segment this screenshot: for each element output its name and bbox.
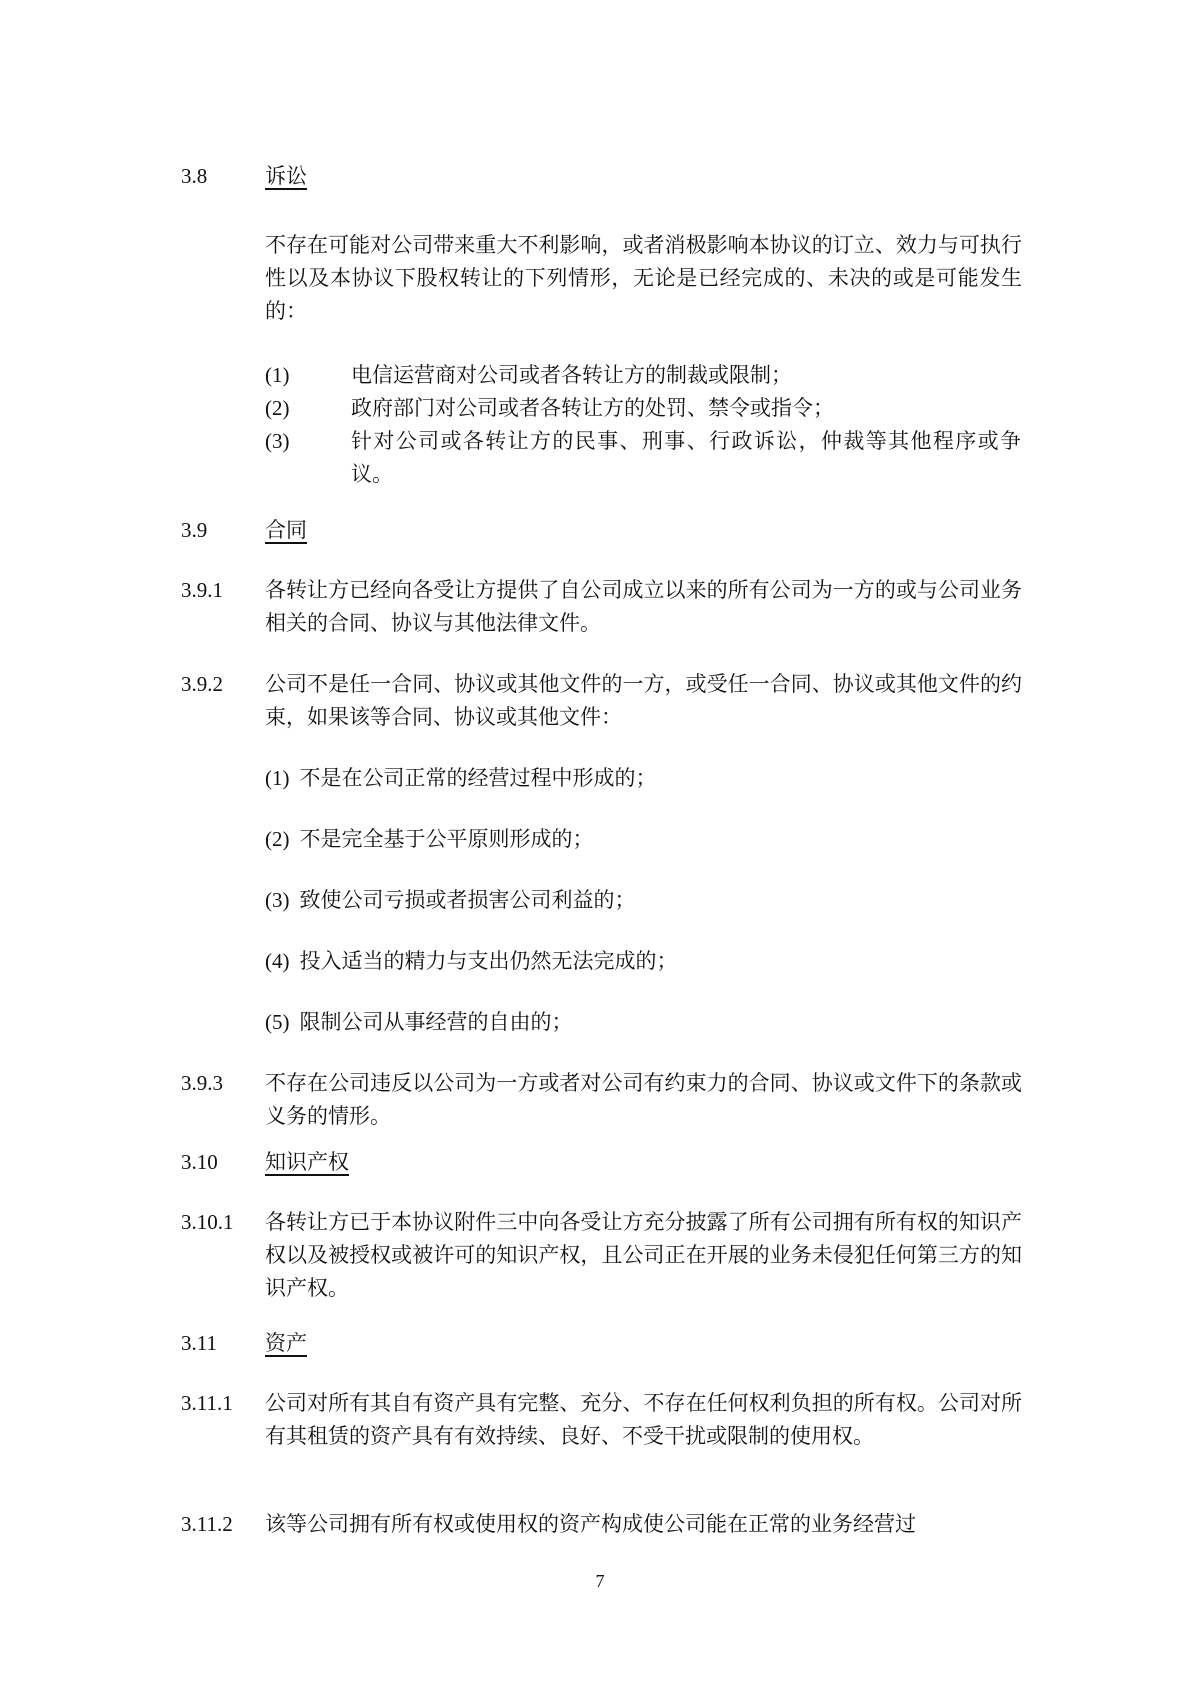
section-number: 3.8 [181, 164, 208, 188]
section-number: 3.10 [181, 1150, 218, 1174]
section-heading [265, 1146, 349, 1178]
list-item-number: (5) [265, 1010, 290, 1034]
list-item [265, 762, 657, 794]
list-item-number: (2) [265, 827, 290, 851]
list-item-number: (2) [265, 396, 290, 420]
section-title: 知识产权 [265, 1150, 349, 1174]
clause-text: 公司对所有其自有资产具有完整、充分、不存在任何权利负担的所有权。公司对所有其租赁的资产具有有效持续、良好、不受干扰或限制的使用权。 [265, 1391, 1022, 1448]
list-item-number: (1) [265, 766, 290, 790]
clause-number: 3.11.2 [181, 1512, 233, 1536]
section-title: 合同 [265, 518, 307, 542]
clause-text: 各转让方已于本协议附件三中向各受让方充分披露了所有公司拥有所有权的知识产权以及被授权或被许可的知识产权，且公司正在开展的业务未侵犯任何第三方的知识产权。 [265, 1210, 1022, 1300]
list-item [265, 1006, 573, 1038]
list-item-text: 不是在公司正常的经营过程中形成的； [299, 766, 657, 790]
clause-text: 各转让方已经向各受让方提供了自公司成立以来的所有公司为一方的或与公司业务相关的合同、协议与其他法律文件。 [265, 578, 1022, 635]
list-item-number: (3) [265, 429, 290, 453]
list-item-text: 致使公司亏损或者损害公司利益的； [299, 888, 636, 912]
list-item-number: (4) [265, 949, 290, 973]
clause-text: 公司不是任一合同、协议或其他文件的一方，或受任一合同、协议或其他文件的约束，如果该等合同、协议或其他文件： [265, 672, 1022, 729]
section-title: 诉讼 [265, 164, 307, 188]
list-item-text: 针对公司或各转让方的民事、刑事、行政诉讼，仲裁等其他程序或争议。 [351, 429, 1021, 486]
clause-number: 3.9.1 [181, 578, 223, 602]
clause-number: 3.10.1 [181, 1210, 234, 1234]
list-item-text: 限制公司从事经营的自由的； [299, 1010, 573, 1034]
list-item-text: 电信运营商对公司或者各转让方的制裁或限制； [351, 363, 792, 387]
clause-text: 不存在公司违反以公司为一方或者对公司有约束力的合同、协议或文件下的条款或义务的情形。 [265, 1071, 1022, 1128]
section-heading [265, 1327, 307, 1359]
clause-number: 3.11.1 [181, 1391, 233, 1415]
list-item-number: (1) [265, 363, 290, 387]
page-number: 7 [595, 1571, 605, 1591]
clause-number: 3.9.2 [181, 672, 223, 696]
list-item-text: 投入适当的精力与支出仍然无法完成的； [299, 949, 678, 973]
clause-number: 3.9.3 [181, 1071, 223, 1095]
list-item [265, 945, 678, 977]
list-item-text: 不是完全基于公平原则形成的； [299, 827, 594, 851]
list-item-number: (3) [265, 888, 290, 912]
section-paragraph: 不存在可能对公司带来重大不利影响，或者消极影响本协议的订立、效力与可执行性以及本协议下股权转让的下列情形，无论是已经完成的、未决的或是可能发生的： [265, 233, 1022, 323]
section-heading [265, 514, 307, 546]
section-number: 3.11 [181, 1331, 217, 1355]
list-item-text: 政府部门对公司或者各转让方的处罚、禁令或指令； [351, 396, 834, 420]
list-item [265, 823, 594, 855]
section-title: 资产 [265, 1331, 307, 1355]
section-number: 3.9 [181, 518, 208, 542]
section-heading [265, 160, 307, 192]
clause-text: 该等公司拥有所有权或使用权的资产构成使公司能在正常的业务经营过 [265, 1512, 916, 1536]
list-item [265, 884, 636, 916]
